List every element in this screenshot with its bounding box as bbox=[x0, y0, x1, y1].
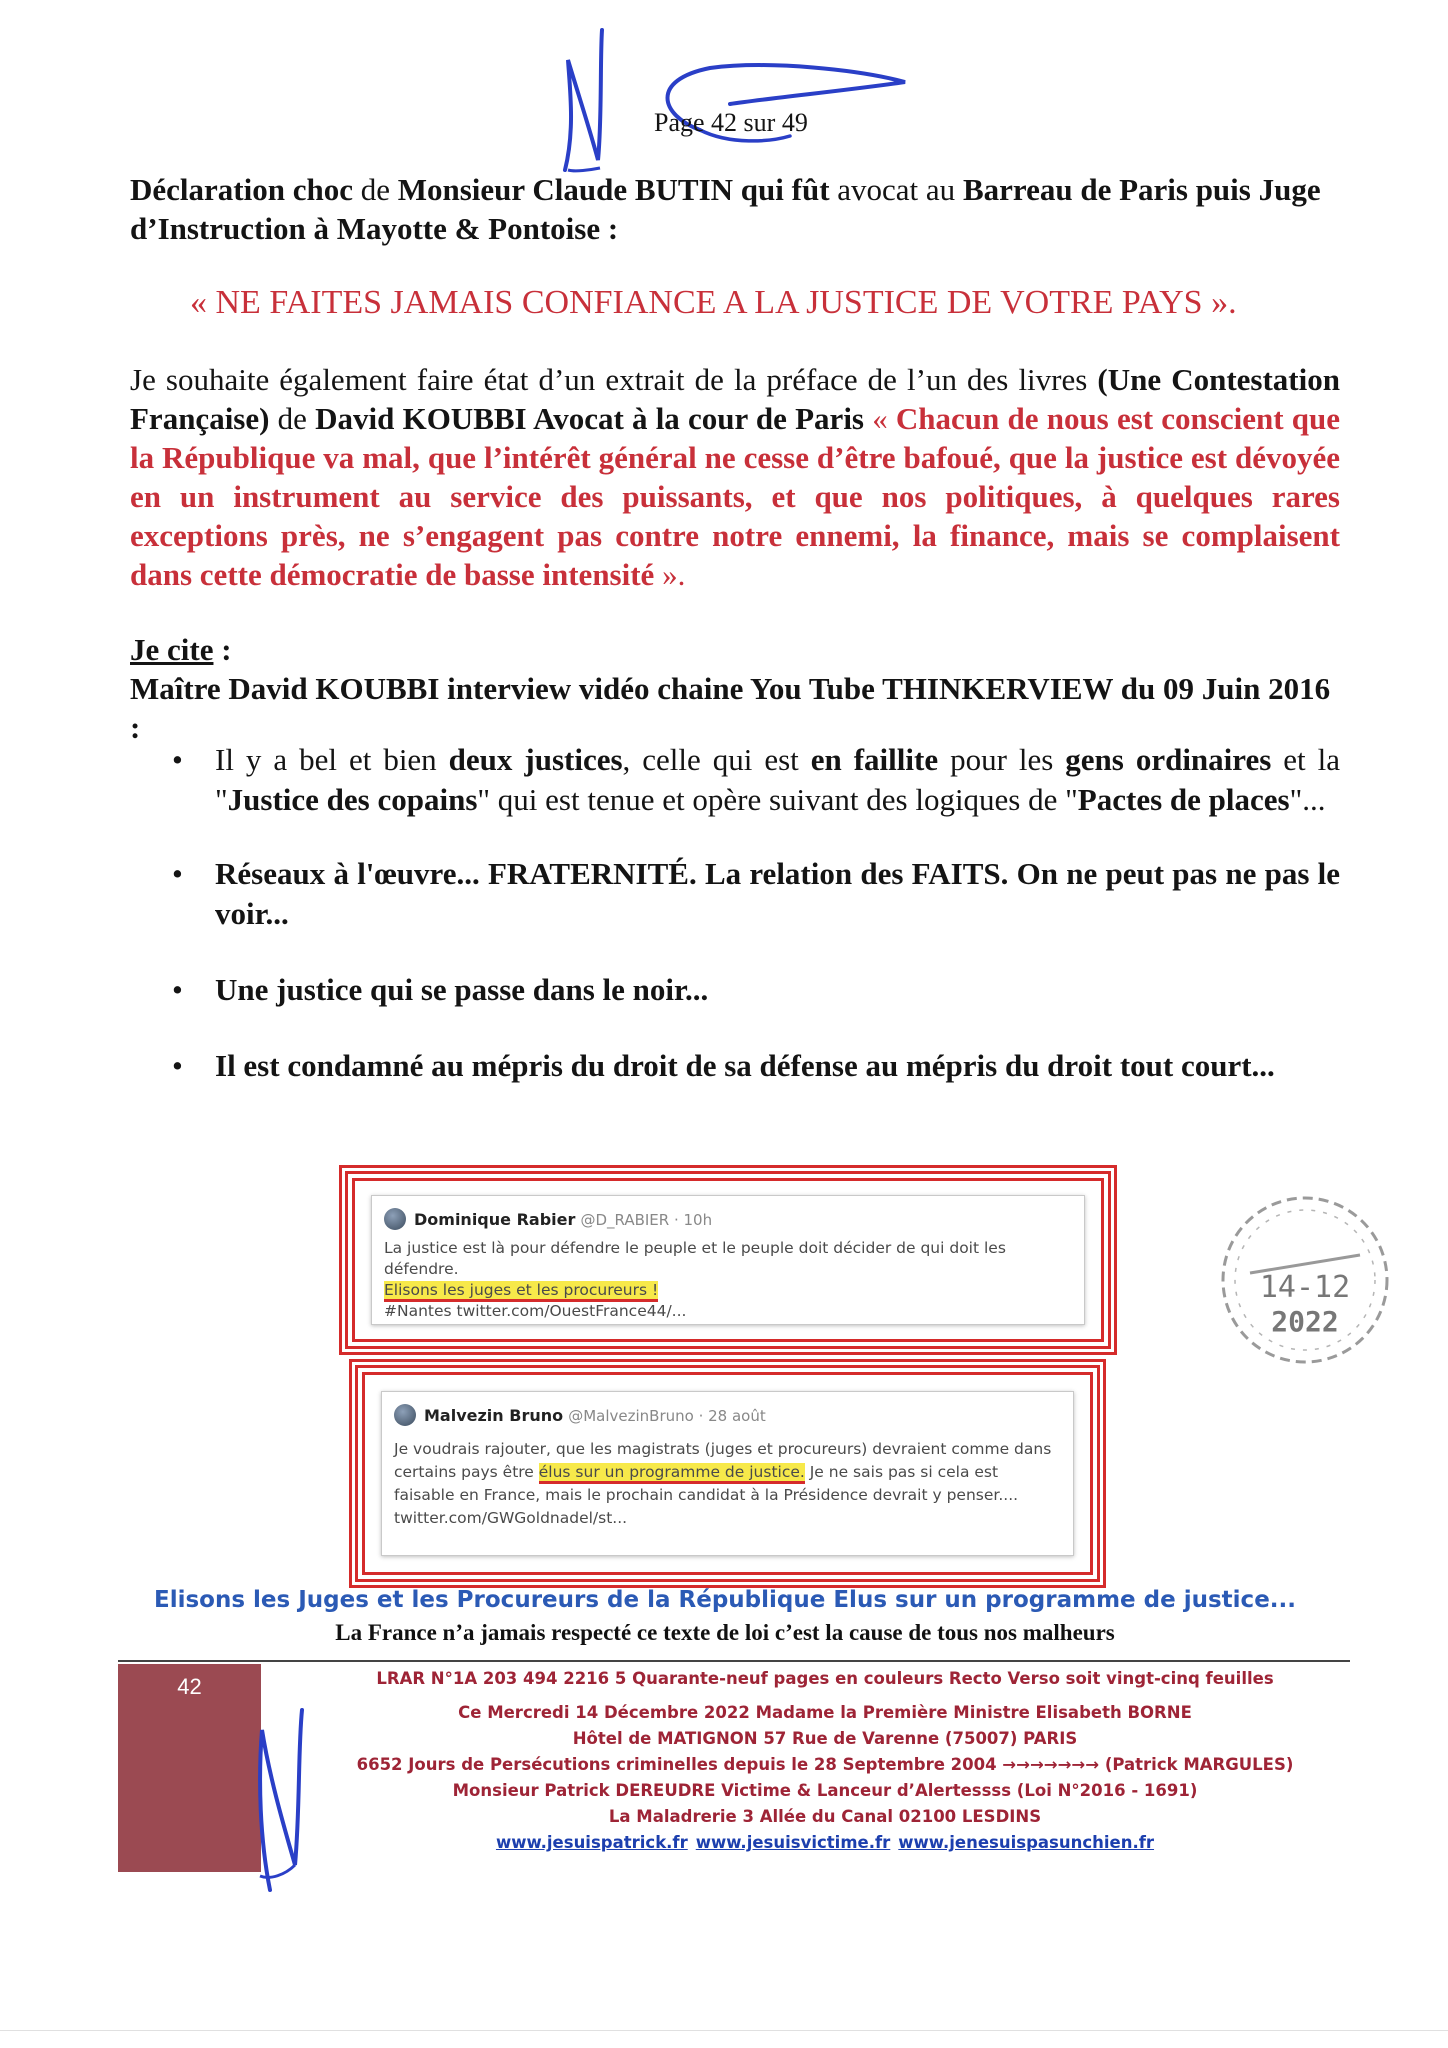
list-item bbox=[130, 854, 1340, 934]
bullet-dot-icon: • bbox=[172, 742, 183, 777]
preface-text-1: Je souhaite également faire état d’un extrait de la préface de l’un des livres bbox=[130, 362, 1098, 397]
bullet-bold: Justice des copains bbox=[227, 782, 478, 817]
footer-line: Monsieur Patrick DEREUDRE Victime & Lanceur d’Alertessss (Loi N°2016 - 1691) bbox=[452, 1781, 1198, 1800]
signature-top bbox=[530, 20, 930, 190]
quote-headline: « NE FAITES JAMAIS CONFIANCE A LA JUSTICE DE VOTRE PAYS ». bbox=[190, 284, 1237, 321]
intro-text-1: de bbox=[352, 172, 398, 207]
bullet-bold: gens ordinaires bbox=[1065, 742, 1272, 777]
link-jesuispatrick[interactable]: www.jesuispatrick.fr bbox=[495, 1833, 688, 1852]
tweet-meta: @D_RABIER · 10h bbox=[580, 1211, 713, 1229]
tweet-text: Je ne sais pas si cela est faisable en France, mais le prochain candidat à la Présidence devrait y penser.... twitter.com/GWGoldnadel/st... bbox=[394, 1463, 1019, 1527]
bullet-text: Il y a bel et bien bbox=[215, 742, 449, 777]
tweet-body bbox=[394, 1438, 1061, 1530]
tweet-body bbox=[384, 1238, 1072, 1322]
bullet-text: , celle qui est bbox=[622, 742, 811, 777]
tweet-highlight: élus sur un programme de justice. bbox=[539, 1463, 805, 1484]
preface-quote-open: « bbox=[864, 401, 896, 436]
intro-bold-3: Barreau de Paris puis Juge d’Instruction à Mayotte & Pontoise : bbox=[130, 172, 1321, 246]
tweet-card-1 bbox=[371, 1195, 1085, 1325]
page-label: Page 42 sur 49 bbox=[654, 108, 808, 137]
divider bbox=[118, 1660, 1350, 1662]
tweet-highlight: Elisons les juges et les procureurs ! bbox=[384, 1281, 658, 1302]
avatar bbox=[394, 1404, 416, 1426]
preface-text-2: de bbox=[269, 401, 316, 436]
footer-line: 6652 Jours de Persécutions criminelles depuis le 28 Septembre 2004 →→→→→→→ (Patrick MARGULES) bbox=[356, 1755, 1294, 1774]
preface-quote-close: ». bbox=[654, 557, 686, 592]
cite-block bbox=[130, 630, 1340, 747]
bullet-list bbox=[130, 740, 1340, 1122]
preface-paragraph bbox=[130, 360, 1340, 594]
tweet-frame-2 bbox=[362, 1372, 1093, 1575]
preface-quote: Chacun de nous est conscient que la République va mal, que l’intérêt général ne cesse d’être bafoué, que la justice est dévoyée en un instrument au service des puissants, et que nos politiques, à quelques rares exceptions près, ne s’engagent pas contre notre ennemi, la finance, mais se complaisent dans cette démocratie de basse intensité bbox=[130, 401, 1341, 592]
footer-line: LRAR N°1A 203 494 2216 5 Quarante-neuf pages en couleurs Recto Verso soit vingt-cinq feuilles bbox=[376, 1669, 1274, 1688]
tweet-text: Je voudrais rajouter, que les magistrats (juges et procureurs) devraient comme dans certains pays être bbox=[394, 1440, 1052, 1481]
page-edge bbox=[0, 2030, 1448, 2031]
page-number: 42 bbox=[177, 1674, 202, 1699]
intro-bold-1: Déclaration choc bbox=[130, 172, 353, 207]
list-item bbox=[130, 740, 1340, 820]
link-jesuisvictime[interactable]: www.jesuisvictime.fr bbox=[695, 1833, 891, 1852]
footer-links bbox=[300, 1830, 1350, 1856]
bullet-dot-icon: • bbox=[172, 972, 183, 1007]
bullet-text: et la " bbox=[215, 742, 1341, 817]
tweet-author: Dominique Rabier bbox=[414, 1210, 576, 1229]
tweet-card-2 bbox=[381, 1391, 1074, 1556]
tweet-meta: @MalvezinBruno · 28 août bbox=[568, 1407, 766, 1425]
footer-line: Hôtel de MATIGNON 57 Rue de Varenne (75007) PARIS bbox=[572, 1729, 1078, 1748]
tweet-header bbox=[384, 1208, 712, 1230]
bullet-text: " qui est tenue et opère suivant des logiques de " bbox=[477, 782, 1078, 817]
cite-colon: : bbox=[213, 632, 232, 667]
footer-line: Ce Mercredi 14 Décembre 2022 Madame la Première Ministre Elisabeth BORNE bbox=[458, 1703, 1192, 1722]
list-item bbox=[130, 1046, 1340, 1086]
tweet-link: #Nantes twitter.com/OuestFrance44/... bbox=[384, 1302, 687, 1320]
cite-label: Je cite bbox=[130, 632, 214, 667]
link-jenesuispasunchien[interactable]: www.jenesuispasunchien.fr bbox=[898, 1833, 1155, 1852]
bullet-bold: Pactes de places bbox=[1077, 782, 1290, 817]
bullet-text: "... bbox=[1289, 782, 1326, 817]
bullet-text: pour les bbox=[938, 742, 1066, 777]
bullet-dot-icon: • bbox=[172, 856, 183, 891]
preface-author: David KOUBBI Avocat à la cour de Paris bbox=[315, 401, 864, 436]
bullet-bold: Il est condamné au mépris du droit de sa défense au mépris du droit tout court... bbox=[215, 1048, 1275, 1083]
tweet-text: La justice est là pour défendre le peuple et le peuple doit décider de qui doit les défendre. bbox=[384, 1239, 1006, 1278]
postmark-stamp-icon bbox=[1210, 1185, 1400, 1375]
bullet-bold: Réseaux à l'œuvre... FRATERNITÉ. La relation des FAITS. On ne peut pas ne pas le voir... bbox=[215, 856, 1340, 931]
list-item bbox=[130, 970, 1340, 1010]
intro-paragraph bbox=[130, 170, 1340, 248]
bullet-bold: deux justices bbox=[448, 742, 623, 777]
intro-text-2: avocat au bbox=[829, 172, 963, 207]
stamp-date-year: 2022 bbox=[1271, 1305, 1339, 1338]
bullet-bold: Une justice qui se passe dans le noir... bbox=[215, 972, 709, 1007]
tweet-header bbox=[394, 1404, 766, 1426]
intro-bold-2: Monsieur Claude BUTIN qui fût bbox=[397, 172, 830, 207]
avatar bbox=[384, 1208, 406, 1230]
tweet-frame-1 bbox=[352, 1178, 1104, 1342]
caption-blue: Elisons les Juges et les Procureurs de la République Elus sur un programme de justice... bbox=[153, 1587, 1296, 1613]
stamp-date-day: 14-12 bbox=[1259, 1270, 1351, 1305]
footer bbox=[300, 1666, 1350, 1856]
preface-book-title: (Une Contestation Française) bbox=[130, 362, 1340, 436]
cite-source-line: Maître David KOUBBI interview vidéo chaine You Tube THINKERVIEW du 09 Juin 2016 : bbox=[130, 671, 1331, 745]
tweet-author: Malvezin Bruno bbox=[424, 1406, 564, 1425]
footer-line: La Maladrerie 3 Allée du Canal 02100 LESDINS bbox=[608, 1807, 1042, 1826]
bullet-bold: en faillite bbox=[810, 742, 939, 777]
bullet-dot-icon: • bbox=[172, 1048, 183, 1083]
caption-black: La France n’a jamais respecté ce texte de loi c’est la cause de tous nos malheurs bbox=[335, 1620, 1115, 1645]
